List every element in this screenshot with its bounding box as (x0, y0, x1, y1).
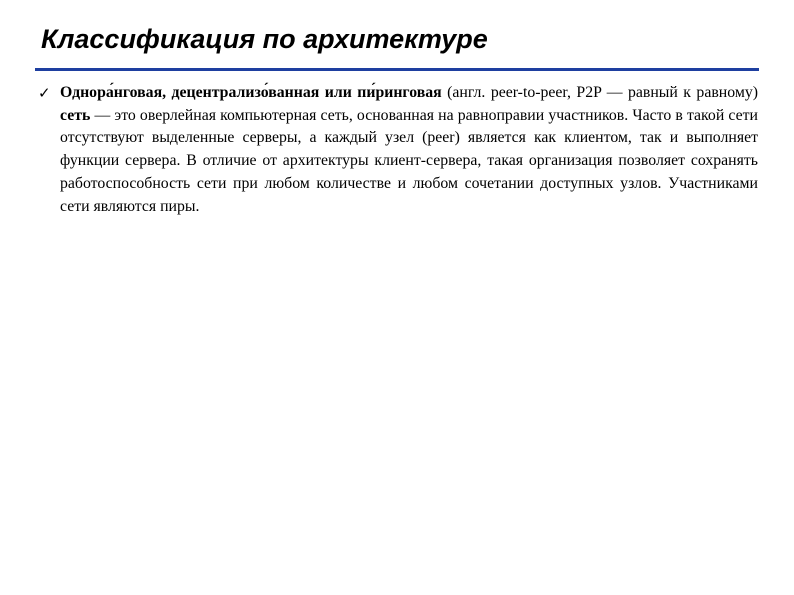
bullet-text-part-1: (англ. peer-to-peer, P2P — равный к равному) (441, 84, 758, 101)
term-p2p: Однора́нговая, децентрализо́ванная или пи́ринговая (60, 84, 442, 101)
title-divider (35, 68, 759, 71)
term-network: сеть (60, 106, 91, 124)
bullet-item-p2p (38, 82, 758, 218)
bullet-text (60, 82, 758, 218)
slide-title: Классификация по архитектуре (41, 24, 488, 54)
bullet-text-part-2: — это оверлейная компьютерная сеть, основанная на равноправии участников. Часто в такой сети отсутствуют выделенные серверы, а каждый узел (peer) является как клиентом, так и выполняет функции сервера. В отличие от архитектуры клиент-сервера, такая организация позволяет сохранять работоспособность сети при любом количестве и любом сочетании доступных узлов. Участниками сети являются пиры. (60, 106, 758, 215)
checkmark-icon: ✓ (38, 84, 51, 102)
